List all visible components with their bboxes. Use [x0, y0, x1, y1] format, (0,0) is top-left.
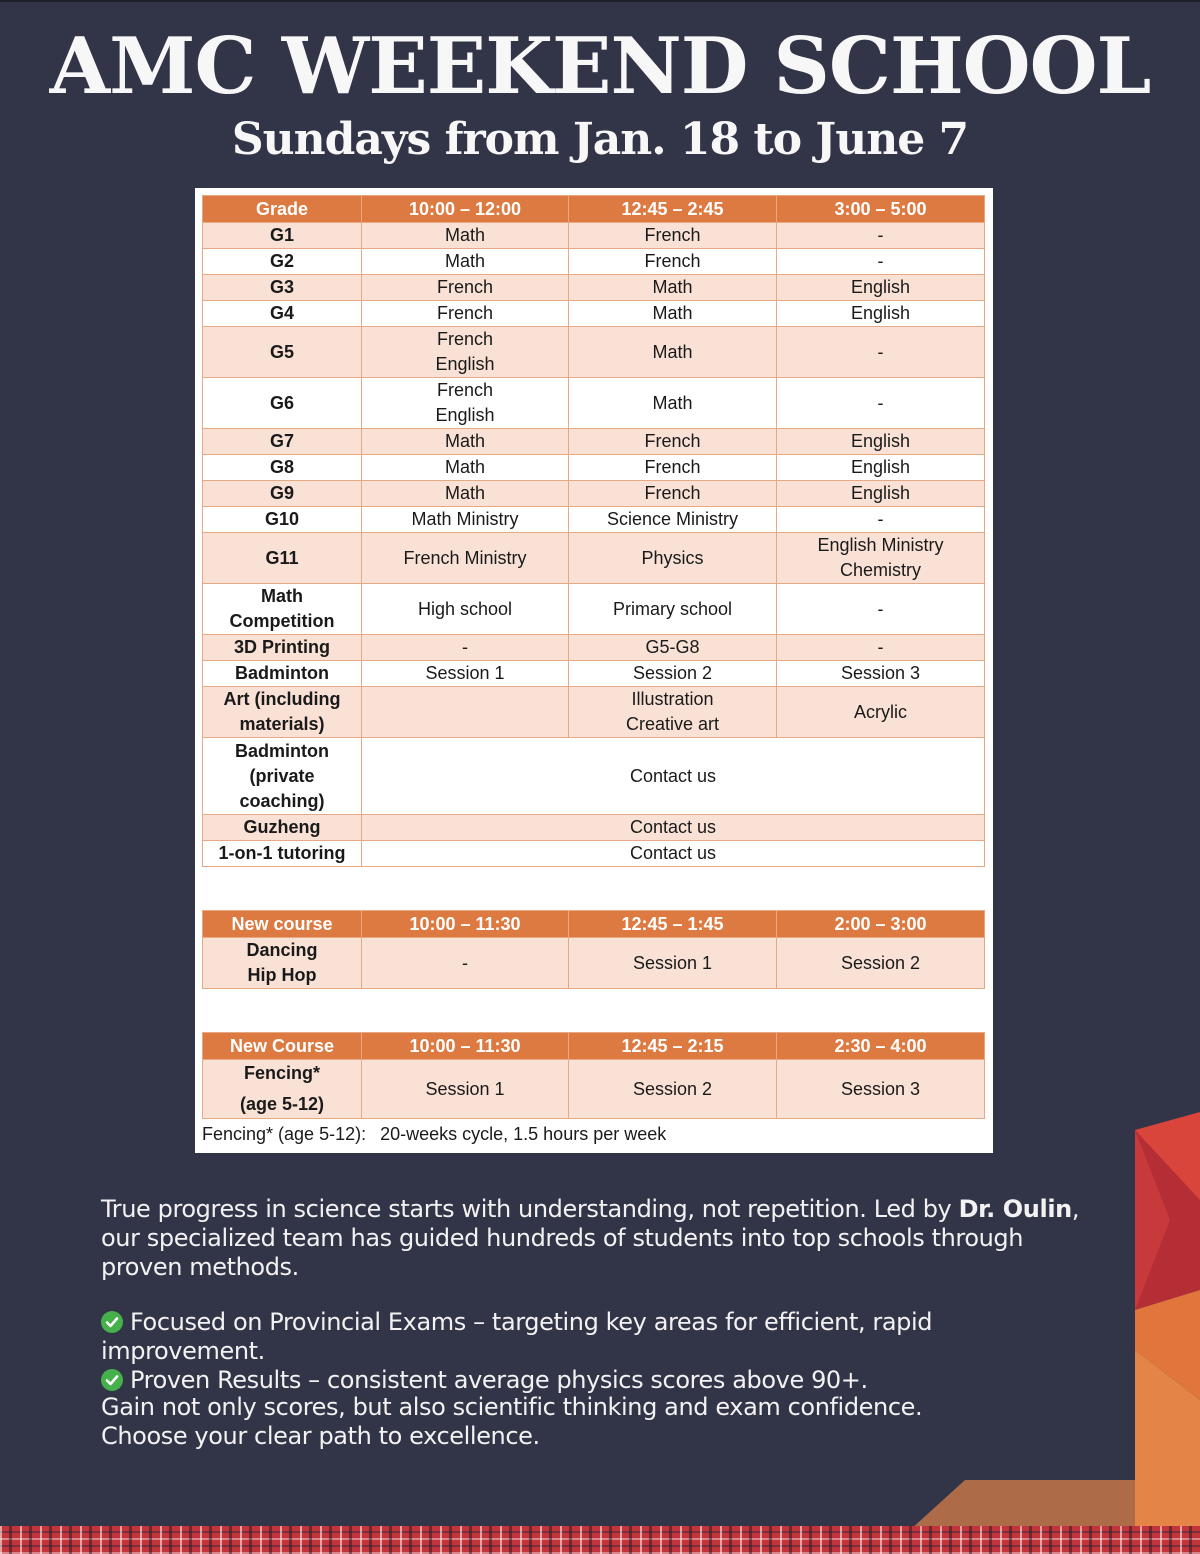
table-cell: Session 2: [569, 1060, 777, 1119]
cell-line: French: [436, 329, 494, 349]
grade-cell: G3: [203, 275, 362, 301]
table-cell: G5-G8: [569, 635, 777, 661]
table-cell: Session 1: [362, 661, 569, 687]
cell-line: Creative art: [625, 714, 720, 734]
table-cell: -: [777, 584, 985, 635]
header-cell: New course: [203, 911, 362, 938]
cell-line: materials): [239, 714, 325, 734]
contact-cell: Contact us: [362, 815, 985, 841]
closing-line: Choose your clear path to excellence.: [101, 1422, 540, 1450]
contact-cell: Contact us: [362, 738, 985, 815]
cell-line: Badminton: [235, 740, 329, 761]
header-cell: 12:45 – 2:15: [569, 1033, 777, 1060]
table-cell: English: [777, 275, 985, 301]
grade-cell: G9: [203, 481, 362, 507]
table-cell: Math Ministry: [362, 507, 569, 533]
table-cell: French: [362, 275, 569, 301]
table-cell: French: [362, 301, 569, 327]
table-cell: High school: [362, 584, 569, 635]
plaid-border: [0, 1526, 1200, 1554]
cell-line: Art (including: [223, 689, 341, 709]
header-cell: 2:30 – 4:00: [777, 1033, 985, 1060]
table-cell: Session 3: [777, 1060, 985, 1119]
bullet-text: Focused on Provincial Exams – targeting key areas for efficient, rapid improvement.: [101, 1308, 933, 1365]
header-cell: 3:00 – 5:00: [777, 196, 985, 223]
grade-cell: Badminton: [203, 661, 362, 687]
contact-cell: Contact us: [362, 841, 985, 867]
table-cell: -: [777, 507, 985, 533]
table-cell: -: [777, 223, 985, 249]
table-cell: -: [777, 249, 985, 275]
table-cell: Science Ministry: [569, 507, 777, 533]
table-cell: French: [569, 249, 777, 275]
grade-cell: G11: [203, 533, 362, 584]
table-cell: French: [569, 455, 777, 481]
table-cell: Primary school: [569, 584, 777, 635]
page-title: AMC WEEKEND SCHOOL: [49, 21, 1151, 112]
cell-line: Chemistry: [839, 560, 921, 580]
header-cell: 12:45 – 1:45: [569, 911, 777, 938]
table-cell: -: [362, 938, 569, 989]
grade-cell: G6: [203, 378, 362, 429]
grade-cell: G10: [203, 507, 362, 533]
table-cell: Math: [569, 301, 777, 327]
table-cell: French: [569, 481, 777, 507]
decor-shape: [910, 1480, 1135, 1530]
grade-cell: G7: [203, 429, 362, 455]
grade-cell: 1-on-1 tutoring: [203, 841, 362, 867]
grade-cell: G5: [203, 327, 362, 378]
cell-line: English: [435, 354, 495, 374]
cell-line: Hip Hop: [247, 965, 317, 985]
table-cell: Session 3: [777, 661, 985, 687]
table-cell: Math: [569, 327, 777, 378]
table-cell: Math: [569, 378, 777, 429]
table-cell: Session 2: [569, 661, 777, 687]
cell-line: Math: [261, 586, 303, 606]
cell-line: Illustration: [631, 689, 714, 709]
header-cell: 12:45 – 2:45: [569, 196, 777, 223]
table-cell: English: [777, 301, 985, 327]
grade-cell: G8: [203, 455, 362, 481]
table-cell: -: [777, 378, 985, 429]
header-cell: Grade: [203, 196, 362, 223]
intro-text: True progress in science starts with understanding, not repetition. Led by: [101, 1195, 959, 1223]
cell-line: English Ministry: [817, 535, 944, 555]
footnote-label: Fencing* (age 5-12):: [202, 1124, 367, 1144]
table-cell: Session 1: [569, 938, 777, 989]
intro-text-end: , our specialized team has guided hundreds of students into top schools through proven methods.: [101, 1195, 1080, 1281]
cell-line: Dancing: [246, 940, 318, 960]
footnote-text: 20-weeks cycle, 1.5 hours per week: [380, 1124, 667, 1144]
cell-line: coaching): [239, 790, 325, 811]
table-cell: Math: [362, 455, 569, 481]
table-cell: -: [777, 327, 985, 378]
cell-line: Competition: [229, 611, 335, 631]
grade-cell: G4: [203, 301, 362, 327]
table-cell: English: [777, 429, 985, 455]
grade-cell: Guzheng: [203, 815, 362, 841]
intro-name: Dr. Oulin: [958, 1195, 1072, 1223]
table-cell: Physics: [569, 533, 777, 584]
table-cell: -: [777, 635, 985, 661]
table-cell: Math: [362, 249, 569, 275]
table-cell: Acrylic: [777, 687, 985, 738]
table-cell: English: [777, 455, 985, 481]
header-cell: 10:00 – 12:00: [362, 196, 569, 223]
table-cell: -: [362, 635, 569, 661]
header-cell: 10:00 – 11:30: [362, 911, 569, 938]
table-cell: Session 1: [362, 1060, 569, 1119]
table-cell: English: [777, 481, 985, 507]
cell-line: French: [436, 380, 494, 400]
table-cell: Math: [569, 275, 777, 301]
header-cell: 10:00 – 11:30: [362, 1033, 569, 1060]
table-cell: French: [569, 223, 777, 249]
grade-cell: G1: [203, 223, 362, 249]
grade-cell: G2: [203, 249, 362, 275]
page-subtitle: Sundays from Jan. 18 to June 7: [231, 114, 969, 165]
cell-line: (age 5-12): [239, 1094, 325, 1114]
table-cell: Math: [362, 481, 569, 507]
cell-line: Fencing*: [243, 1063, 320, 1083]
grade-cell: 3D Printing: [203, 635, 362, 661]
table-cell: Math: [362, 429, 569, 455]
table-cell: French: [569, 429, 777, 455]
cell-line: English: [435, 405, 495, 425]
table-cell: French Ministry: [362, 533, 569, 584]
table-cell: Math: [362, 223, 569, 249]
table-cell: Session 2: [777, 938, 985, 989]
bullet-text: Proven Results – consistent average physics scores above 90+.: [130, 1366, 868, 1394]
header-cell: New Course: [203, 1033, 362, 1060]
closing-line: Gain not only scores, but also scientific thinking and exam confidence.: [101, 1393, 923, 1421]
cell-line: (private: [249, 765, 315, 786]
header-cell: 2:00 – 3:00: [777, 911, 985, 938]
